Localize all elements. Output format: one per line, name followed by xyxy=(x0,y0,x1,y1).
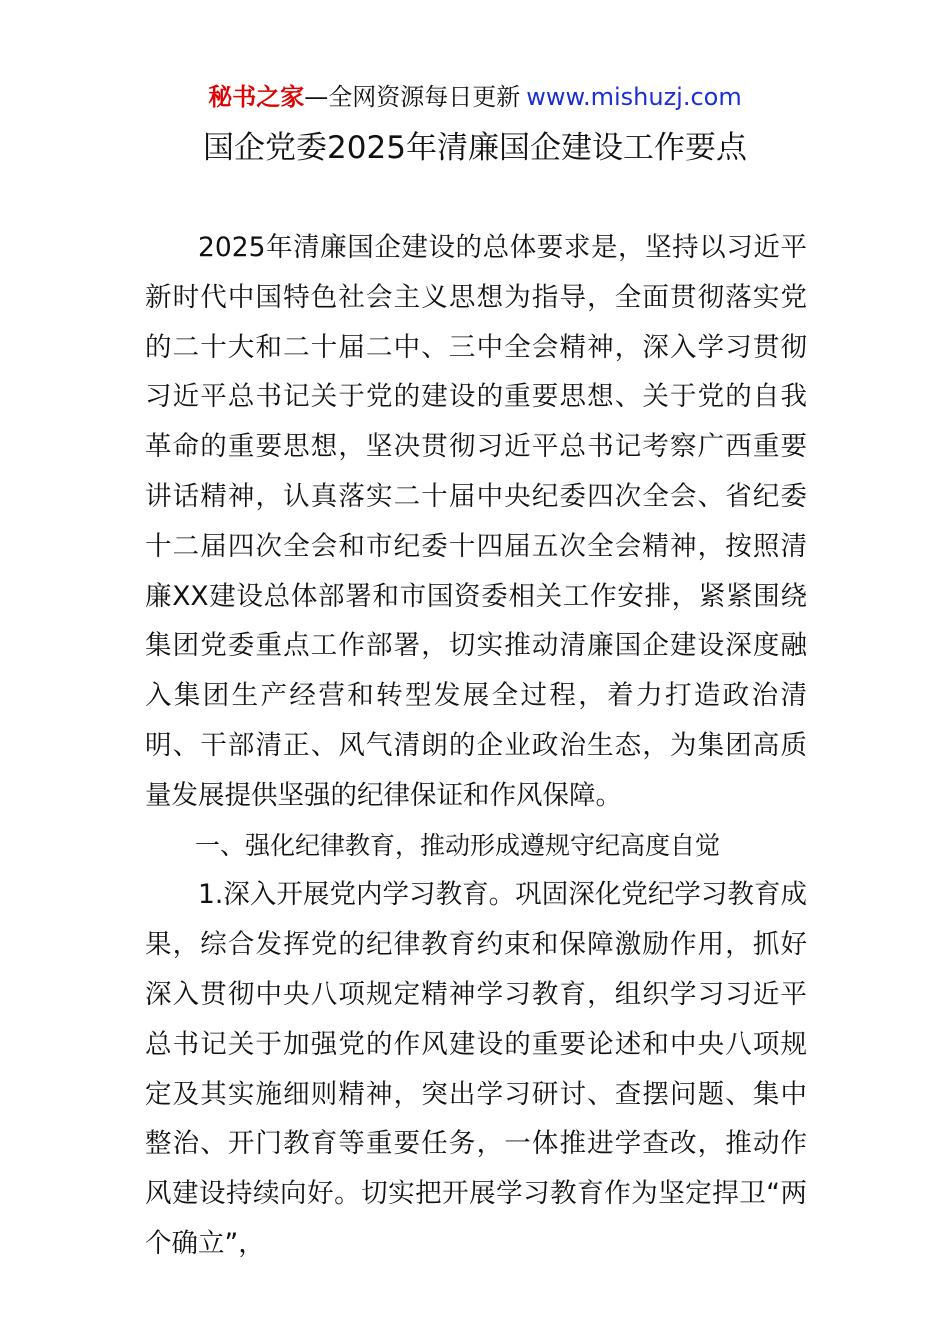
section-paragraph: 1.深入开展党内学习教育。巩固深化党纪学习教育成果，综合发挥党的纪律教育约束和保障激励作用，抓好深入贯彻中央八项规定精神学习教育，组织学习习近平总书记关于加强党的作风建设的重要论述和中央八项规定及其实施细则精神，突出学习研讨、查摆问题、集中整治、开门教育等重要任务，一体推进学查改，推动作风建设持续向好。切实把开展学习教育作为坚定捍卫“两个确立”， xyxy=(145,879,807,1259)
document-title: 国企党委2025年清廉国企建设工作要点 xyxy=(203,130,747,166)
banner-tagline: —全网资源每日更新 xyxy=(304,83,521,111)
intro-paragraph: 2025年清廉国企建设的总体要求是，坚持以习近平新时代中国特色社会主义思想为指导，全面贯彻落实党的二十大和二十届二中、三中全会精神，深入学习贯彻习近平总书记关于党的建设的重要思想、关于党的自我革命的重要思想，坚决贯彻习近平总书记考察广西重要讲话精神，认真落实二十届中央纪委四次全会、省纪委十二届四次全会和市纪委十四届五次全会精神，按照清廉XX建设总体部署和市国资委相关工作安排，紧紧围绕集团党委重点工作部署，切实推动清廉国企建设深度融入集团生产经营和转型发展全过程，着力打造政治清明、干部清正、风气清朗的企业政治生态，为集团高质量发展提供坚强的纪律保证和作风保障。 xyxy=(145,232,807,811)
document-body xyxy=(145,223,807,1269)
site-url-link[interactable]: www.mishuzj.com xyxy=(526,83,742,111)
brand-name: 秘书之家 xyxy=(208,83,305,111)
site-banner xyxy=(0,80,950,114)
section-heading: 一、强化纪律教育，推动形成遵规守纪高度自觉 xyxy=(195,830,721,860)
